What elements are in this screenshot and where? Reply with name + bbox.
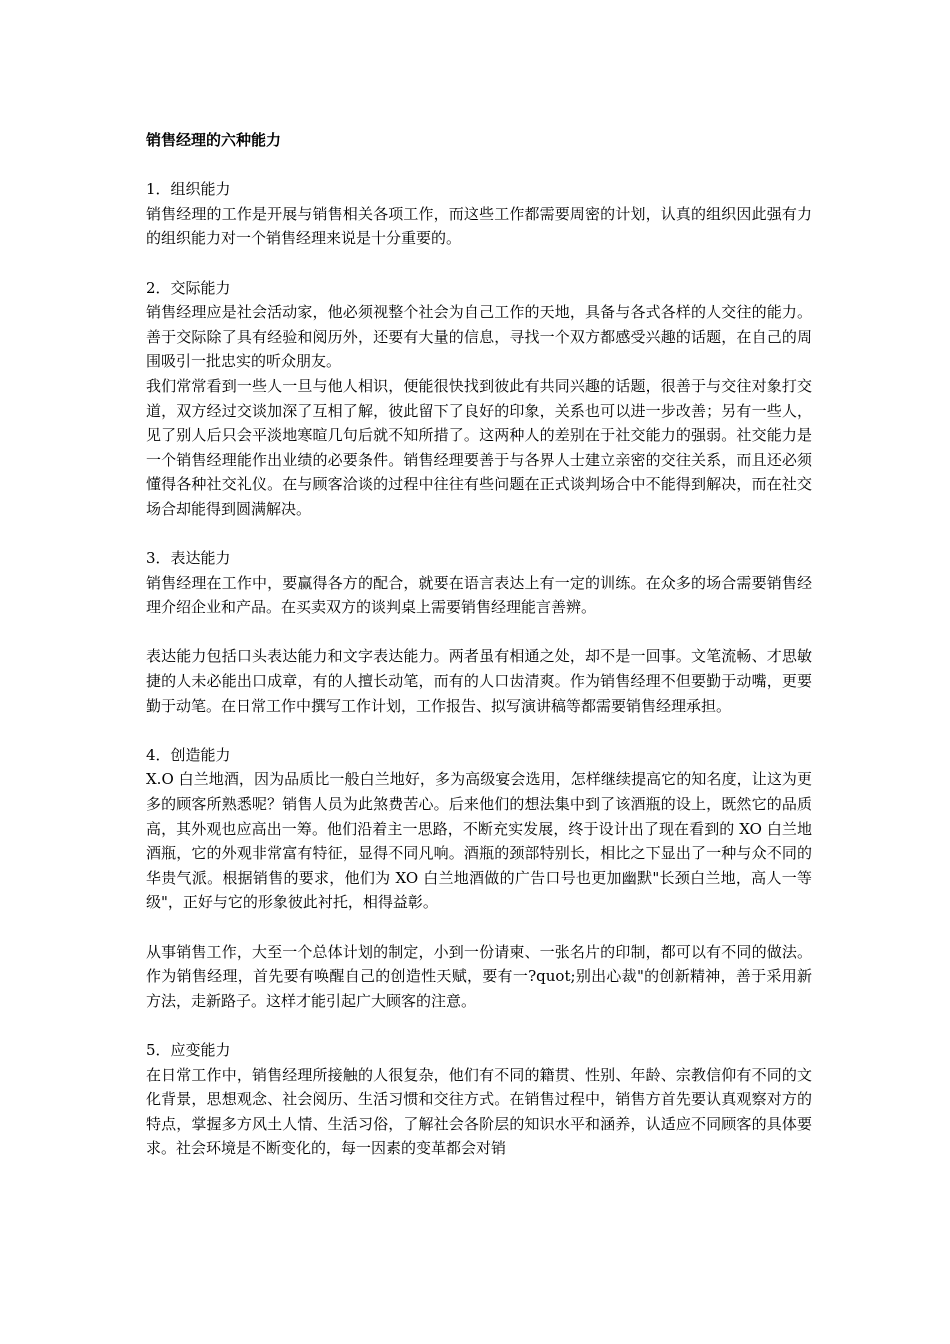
section-paragraph: 我们常常看到一些人一旦与他人相识，便能很快找到彼此有共同兴趣的话题，很善于与交往对象打交道，双方经过交谈加深了互相了解，彼此留下了良好的印象，关系也可以进一步改善；另有一些人，见了别人后只会平淡地寒暄几句后就不知所措了。这两种人的差别在于社交能力的强弱。社交能力是一个销售经理能作出业绩的必要条件。销售经理要善于与各界人士建立亲密的交往关系，而且还必须懂得各种社交礼仪。在与顾客洽谈的过程中往往有些问题在正式谈判场合中不能得到解决，而在社交场合却能得到圆满解决。 [146,376,812,518]
section-social-ability [146,276,812,522]
section-paragraph: 在日常工作中，销售经理所接触的人很复杂，他们有不同的籍贯、性别、年龄、宗教信仰有不同的文化背景，思想观念、社会阅历、生活习惯和交往方式。在销售过程中，销售方首先要认真观察对方的特点，掌握多方风土人情、生活习俗，了解社会各阶层的知识水平和涵养，认适应不同顾客的具体要求。社会环境是不断变化的，每一因素的变革都会对销 [146,1065,812,1158]
section-paragraph: 销售经理应是社会活动家，他必须视整个社会为自己工作的天地，具备与各式各样的人交往的能力。善于交际除了具有经验和阅历外，还要有大量的信息，寻找一个双方都感受兴趣的话题，在自己的周围吸引一批忠实的听众朋友。 [146,303,812,371]
section-paragraph: 表达能力包括口头表达能力和文字表达能力。两者虽有相通之处，却不是一回事。文笔流畅、才思敏捷的人未必能出口成章，有的人擅长动笔，而有的人口齿清爽。作为销售经理不但要勤于动嘴，更要勤于动笔。在日常工作中撰写工作计划，工作报告、拟写演讲稿等都需要销售经理承担。 [146,647,812,715]
section-heading: 4．创造能力 [146,745,231,764]
section-creative-ability [146,743,812,1014]
section-paragraph: 从事销售工作，大至一个总体计划的制定，小到一份请柬、一张名片的印制，都可以有不同的做法。作为销售经理，首先要有唤醒自己的创造性天赋，要有一?quot;别出心裁"的创新精神，善于采用新方法，走新路子。这样才能引起广大顾客的注意。 [146,942,812,1010]
section-organizing-ability [146,177,812,251]
section-paragraph: 销售经理在工作中，要赢得各方的配合，就要在语言表达上有一定的训练。在众多的场合需要销售经理介绍企业和产品。在买卖双方的谈判桌上需要销售经理能言善辨。 [146,573,812,617]
section-heading: 2．交际能力 [146,278,231,297]
section-heading: 3．表达能力 [146,549,231,568]
section-heading: 5．应变能力 [146,1040,231,1059]
document-title: 销售经理的六种能力 [146,131,282,149]
section-heading: 1．组织能力 [146,180,231,199]
section-paragraph: 销售经理的工作是开展与销售相关各项工作，而这些工作都需要周密的计划，认真的组织因此强有力的组织能力对一个销售经理来说是十分重要的。 [146,204,812,248]
section-expression-ability [146,546,812,718]
section-adaptability [146,1038,812,1161]
document-page [146,128,812,1186]
section-paragraph: X.O 白兰地酒，因为品质比一般白兰地好，多为高级宴会选用，怎样继续提高它的知名度，让这为更多的顾客所熟悉呢？销售人员为此煞费苦心。后来他们的想法集中到了该酒瓶的设上，既然它的品质高，其外观也应高出一筹。他们沿着主一思路，不断充实发展，终于设计出了现在看到的 XO 白兰地酒瓶，它的外观非常富有特征，显得不同凡响。酒瓶的颈部特别长，相比之下显出了一种与众不同的华贵气派。根据销售的要求，他们为 XO 白兰地酒做的广告口号也更加幽默"长颈白兰地，高人一等级"，正好与它的形象彼此衬托，相得益彰。 [146,770,812,912]
